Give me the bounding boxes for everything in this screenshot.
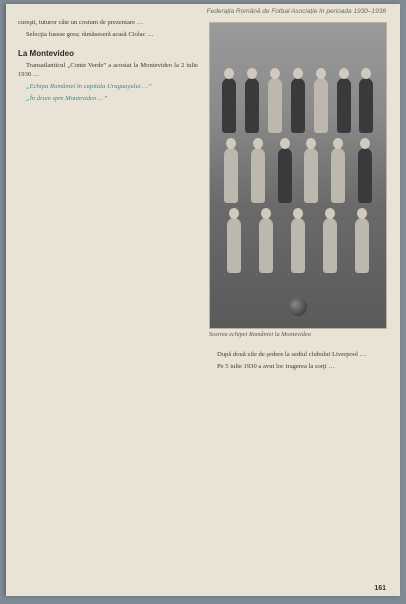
left-paragraph-1: Transatlanticul „Conte Verde” a acostat la Montevideo la 2 iulie 1930 … [18,61,198,78]
running-header: Federația Română de Fotbal Asociație în perioada 1930–1938 [206,8,386,15]
photo-person [224,148,238,203]
left-quote-paragraph-1: „Echipa României în capitala Uruguayului …” [26,83,152,91]
photo-middle-row [218,133,378,203]
photo-person [291,78,305,133]
photo-person [331,148,345,203]
intro-paragraph-1: cureşti, tuturor câte un costum de prezentare … [18,19,144,26]
page-number: 161 [374,585,386,592]
photo-person [251,148,265,203]
left-text-column [18,18,198,106]
photo-person [355,218,369,273]
photo-person [259,218,273,273]
photo-person [278,148,292,203]
right-text-column [209,350,385,374]
football-icon [289,298,307,316]
photo-back-row [218,63,378,133]
photo-person [291,218,305,273]
photo-person [358,148,372,203]
right-paragraph-1: După două zile de şedere la sediul clubului Liverpool … [217,351,367,358]
photo-person [268,78,282,133]
photo-person [323,218,337,273]
photo-person [245,78,259,133]
photo-person [227,218,241,273]
left-quote-paragraph-2: „În drum spre Montevideo …” [26,95,108,103]
photo-caption: Sosirea echipei României la Montevideo [209,331,311,338]
photo-person [222,78,236,133]
photo-person [304,148,318,203]
photo-person [314,78,328,133]
photo-person [337,78,351,133]
intro-paragraph-2: Selecţia fusese grea; rămăseseră acasă Ciolac … [26,31,154,39]
photo-front-row [218,203,378,273]
book-page [6,4,400,596]
team-photo [209,22,387,329]
section-heading-montevideo: La Montevideo [18,49,75,59]
right-paragraph-2: Pe 5 iulie 1930 a avut loc tragerea la sorţi … [217,363,335,371]
photo-person [359,78,373,133]
